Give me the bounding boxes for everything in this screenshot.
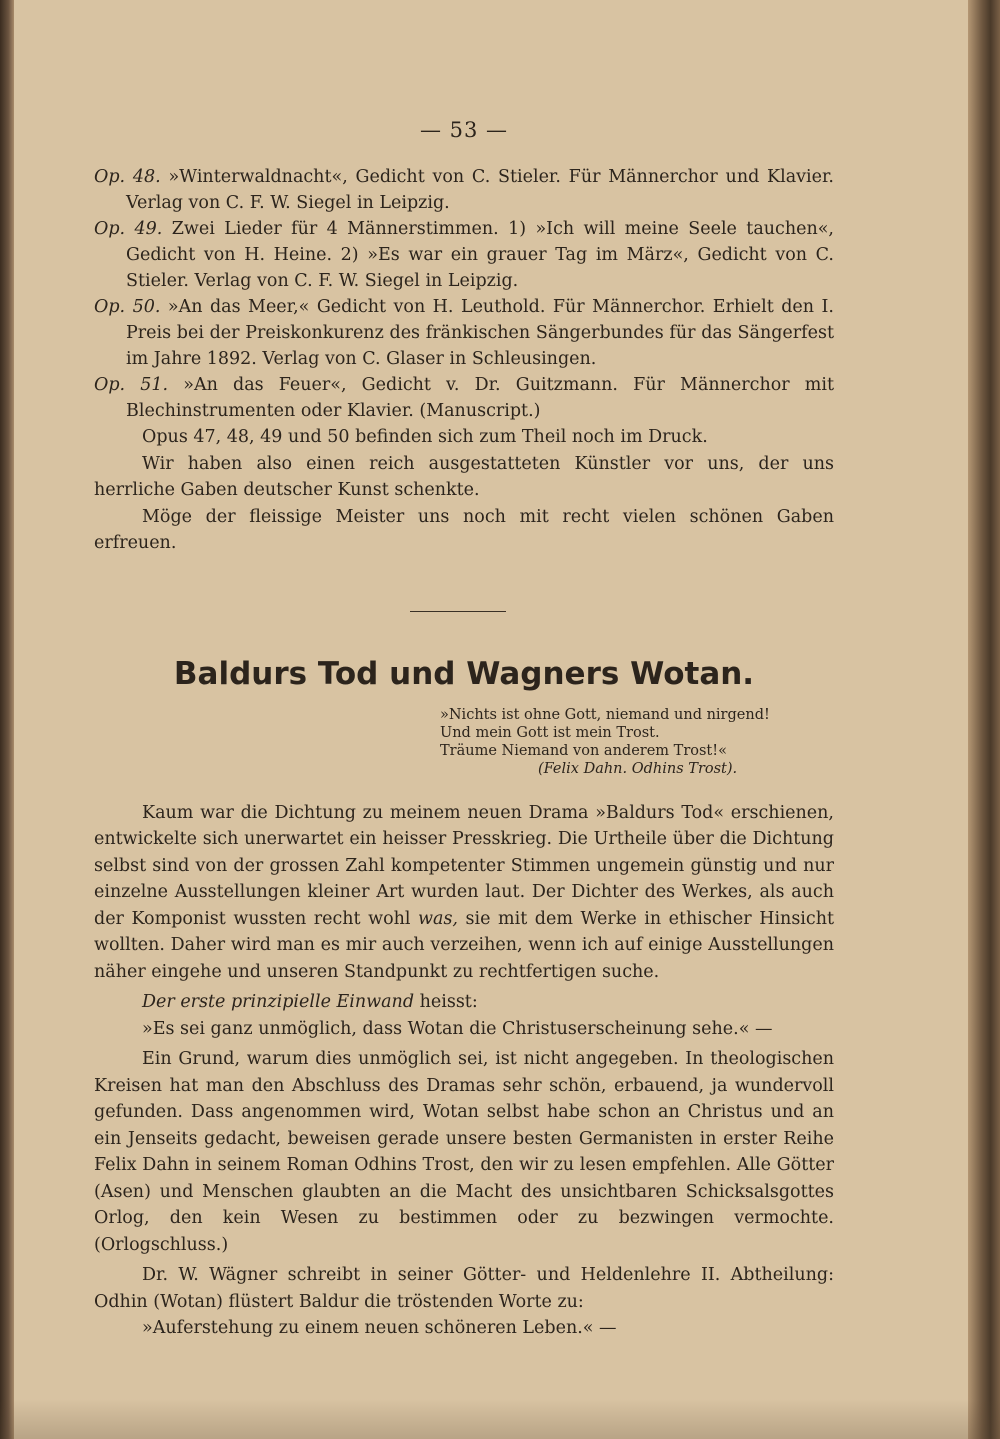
body-text: sie mit dem Werke in ethischer Hinsicht wollten. Daher wird man es mir auch verzeihen, wenn ich auf einige Ausstellungen näher eingehe und unseren Standpunkt zu rechtfertigen suche. xyxy=(94,908,834,982)
closing-paragraph: Möge der fleissige Meister uns noch mit recht vielen schönen Gaben erfreuen. xyxy=(94,506,834,553)
closing-paragraph: Opus 47, 48, 49 und 50 befinden sich zum Theil noch im Druck. xyxy=(142,427,708,447)
opus-description: »Winterwaldnacht«, Gedicht von C. Stieler. Für Männerchor und Klavier. Verlag von C. F. W. Siegel in Leipzig. xyxy=(126,167,834,213)
italic-lead: Der erste prinzipielle Einwand xyxy=(142,992,415,1012)
body-paragraph: Dr. W. Wägner schreibt in seiner Götter- und Heldenlehre II. Abtheilung: Odhin (Wotan) flüstert Baldur die tröstenden Worte zu: xyxy=(94,1265,834,1312)
page-bottom-shade xyxy=(0,1399,1000,1439)
epigraph-line: Und mein Gott ist mein Trost. xyxy=(440,724,660,741)
closing-paragraph: Wir haben also einen reich ausgestatteten Künstler vor uns, der uns herrliche Gaben deutscher Kunst schenkte. xyxy=(94,453,834,500)
opus-description: »An das Meer,« Gedicht von H. Leuthold. Für Männerchor. Erhielt den I. Preis bei der Preiskonkurenz des fränkischen Sängerbundes für das Sängerfest im Jahre 1892. Verlag von C. Glaser in Schleusingen. xyxy=(126,297,834,369)
epigraph-line: Träume Niemand von anderem Trost!« xyxy=(440,742,727,759)
page-number: — 53 — xyxy=(419,118,509,142)
opus-list xyxy=(94,164,834,424)
opus-number: Op. 48. xyxy=(94,167,161,187)
opus-number: Op. 51. xyxy=(94,375,169,395)
quoted-line: »Auferstehung zu einem neuen schöneren Leben.« — xyxy=(142,1318,617,1338)
emphasis-text: was, xyxy=(418,908,458,929)
opus-entry xyxy=(94,216,834,294)
body-paragraph xyxy=(94,800,834,986)
section-divider xyxy=(410,611,506,612)
article-body xyxy=(94,800,834,1342)
body-paragraph: Ein Grund, warum dies unmöglich sei, ist nicht angegeben. In theologischen Kreisen hat man den Abschluss des Dramas sehr schön, erbauend, ja wundervoll gefunden. Dass angenommen wird, Wotan selbst habe schon an Christus und an ein Jenseits gedacht, beweisen gerade unsere besten Germanisten in erster Reihe Felix Dahn in seinem Roman Odhins Trost, den wir zu lesen empfehlen. Alle Götter (Asen) und Menschen glaubten an die Macht des unsichtbaren Schicksalsgottes Orlog, den kein Wesen zu bestimmen oder zu bezwingen vermochte. (Orlogschluss.) xyxy=(94,1049,834,1255)
body-text: heisst: xyxy=(419,992,478,1012)
book-spine-edge xyxy=(0,0,14,1439)
epigraph-source: (Felix Dahn. Odhins Trost). xyxy=(538,760,738,777)
opus-number: Op. 49. xyxy=(94,219,163,239)
opus-entry xyxy=(94,372,834,424)
opus-description: Zwei Lieder für 4 Männerstimmen. 1) »Ich will meine Seele tauchen«, Gedicht von H. Heine. 2) »Es war ein grauer Tag im März«, Gedicht von C. Stieler. Verlag von C. F. W. Siegel in Leipzig. xyxy=(126,219,834,291)
body-text: Kaum war die Dichtung zu meinem neuen Drama »Baldurs Tod« erschienen, entwickelte sich unerwartet ein heisser Presskrieg. Die Urtheile über die Dichtung selbst sind von der grossen Zahl kompetenter Stimmen ungemein günstig und nur einzelne Ausstellungen kleiner Art wurden laut. Der Dichter des Werkes, als auch der Komponist wussten recht wohl xyxy=(94,802,834,929)
quoted-objection: »Es sei ganz unmöglich, dass Wotan die Christuserscheinung sehe.« — xyxy=(142,1018,773,1039)
epigraph xyxy=(440,706,834,778)
body-paragraph xyxy=(94,989,834,1016)
epigraph-line: »Nichts ist ohne Gott, niemand und nirgend! xyxy=(440,706,770,723)
opus-number: Op. 50. xyxy=(94,297,161,317)
paper-page xyxy=(14,0,968,1439)
opus-entry xyxy=(94,164,834,216)
page-edge-shadow xyxy=(968,0,1000,1439)
section-title: Baldurs Tod und Wagners Wotan. xyxy=(173,655,755,692)
opus-description: »An das Feuer«, Gedicht v. Dr. Guitzmann. Für Männerchor mit Blechinstrumenten oder Klavier. (Manuscript.) xyxy=(126,375,834,421)
page-content xyxy=(94,118,834,1342)
opus-entry xyxy=(94,294,834,372)
